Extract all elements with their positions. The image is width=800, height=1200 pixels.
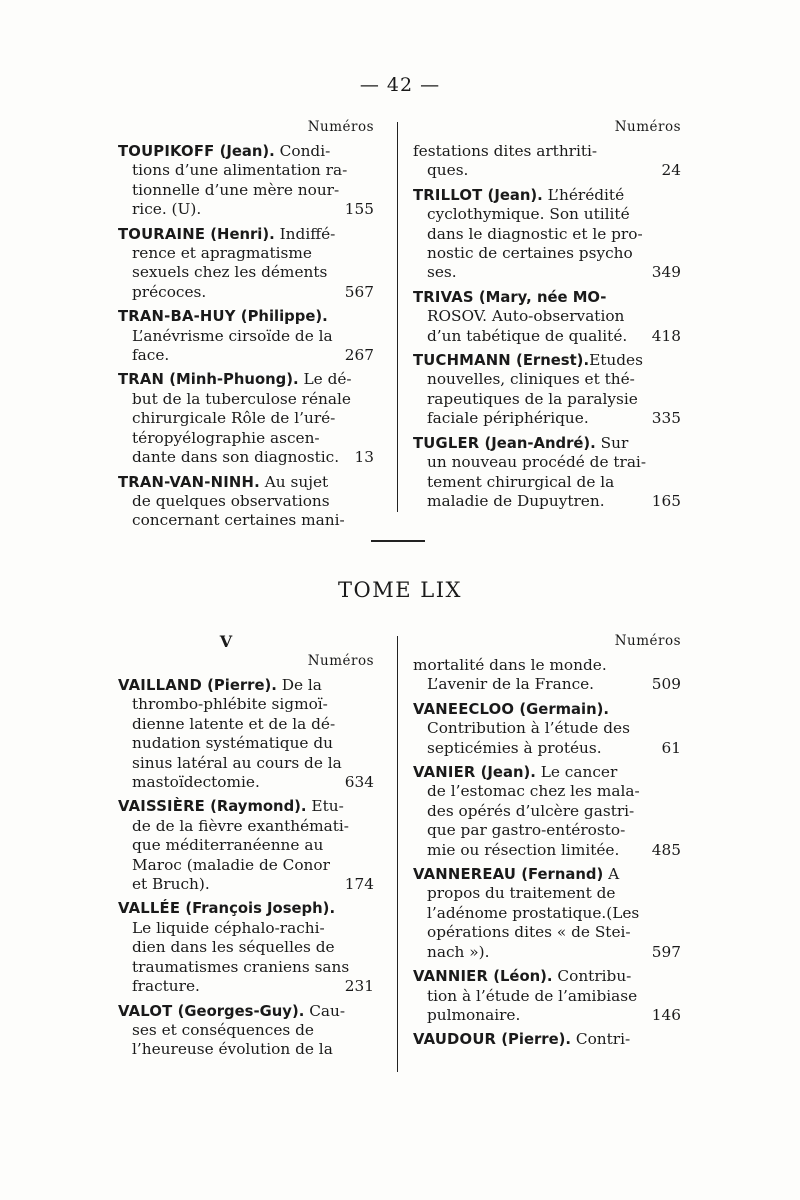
entry-text: tement chirurgical de la — [427, 472, 615, 491]
entry-text: L’avenir de la France. — [427, 675, 595, 694]
entry-number: 231 — [344, 977, 374, 996]
entry-text: Au sujet — [259, 472, 329, 491]
entry-line — [118, 473, 374, 492]
entry-line — [118, 1021, 374, 1040]
author-given-name: (Mary, née MO- — [473, 288, 607, 306]
entry-line — [118, 307, 374, 326]
index-column-bottom-right — [413, 632, 681, 1050]
numeros-header: Numéros — [307, 653, 374, 669]
entry-text: traumatismes craniens sans — [132, 957, 350, 976]
entry-line — [118, 817, 374, 836]
entry-line — [413, 865, 681, 884]
entry-line — [118, 1002, 374, 1021]
entry-text: que par gastro-entérosto- — [427, 821, 626, 840]
entry-line — [413, 987, 681, 1006]
entry-text: rence et apragmatisme — [132, 244, 312, 263]
entry-line — [413, 142, 681, 161]
index-entry — [413, 186, 681, 283]
entry-line — [118, 181, 374, 200]
entry-text: et Bruch). — [132, 875, 210, 894]
author-given-name: (Jean). — [475, 764, 536, 782]
entry-text: ses et conséquences de — [132, 1020, 314, 1039]
entry-text: que méditerranéenne au — [132, 836, 324, 855]
entry-line — [118, 263, 374, 282]
entry-line — [413, 719, 681, 738]
entry-line — [118, 958, 374, 977]
author-surname: TRIVAS — [413, 288, 474, 306]
entry-line — [413, 473, 681, 492]
entry-line — [413, 904, 681, 923]
index-entry — [118, 225, 374, 303]
section-separator — [371, 540, 425, 542]
author-given-name: (Henri). — [205, 225, 275, 243]
index-entry — [413, 763, 681, 860]
entry-text: précoces. — [132, 282, 207, 301]
entry-last-line — [413, 409, 681, 428]
author-surname: VAISSIÈRE — [118, 798, 205, 816]
entry-line — [118, 225, 374, 244]
entry-text: Maroc (maladie de Conor — [132, 855, 330, 874]
entry-text: Contri- — [571, 1030, 631, 1049]
column-divider-bottom — [397, 636, 398, 1072]
entry-text: L’hérédité — [542, 185, 625, 204]
author-surname: VALOT — [118, 1002, 173, 1020]
author-surname: TRAN-BA-HUY — [118, 308, 236, 326]
entry-text: nouvelles, cliniques et thé- — [427, 370, 635, 389]
entry-text: festations dites arthriti- — [413, 142, 598, 160]
author-surname: TUCHMANN — [413, 352, 511, 370]
entry-text: téropyélographie ascen- — [132, 428, 320, 447]
index-entry — [118, 473, 374, 531]
entry-last-line — [413, 739, 681, 758]
entry-line — [413, 225, 681, 244]
entry-line — [118, 938, 374, 957]
entry-text: Le liquide céphalo-rachi- — [132, 918, 325, 937]
author-given-name: (Philippe). — [235, 308, 328, 326]
entry-text: A — [603, 865, 620, 884]
entry-line — [413, 884, 681, 903]
author-given-name: (Ernest). — [510, 352, 590, 370]
entry-text: de quelques observations — [132, 491, 330, 510]
entry-text: tionnelle d’une mère nour- — [132, 180, 340, 199]
entry-line — [413, 782, 681, 801]
entry-text: propos du traitement de — [427, 884, 616, 903]
entry-text: tion à l’étude de l’amibiase — [427, 986, 638, 1005]
author-surname: TUGLER — [413, 434, 480, 452]
entry-text: mie ou résection limitée. — [427, 840, 620, 859]
entry-text: Le dé- — [298, 370, 352, 389]
author-given-name: (Germain). — [514, 700, 610, 718]
entry-line — [413, 656, 681, 675]
author-given-name: (Pierre). — [201, 677, 277, 694]
index-entry — [413, 967, 681, 1025]
entry-last-line — [118, 448, 374, 467]
entry-last-line — [118, 346, 374, 365]
entry-line — [413, 307, 681, 326]
entry-text: Etu- — [306, 797, 344, 816]
entry-number: 634 — [344, 773, 374, 792]
entry-text: septicémies à protéus. — [427, 738, 602, 757]
entry-text: dante dans son diagnostic. — [132, 448, 340, 467]
author-given-name: (Pierre). — [496, 1031, 572, 1049]
index-entry — [413, 142, 681, 181]
entry-text: dans le diagnostic et le pro- — [427, 224, 643, 243]
author-given-name: (Raymond). — [204, 798, 307, 816]
author-surname: VANNEREAU — [413, 866, 517, 884]
entry-last-line — [118, 200, 374, 219]
entry-number: 567 — [344, 282, 374, 301]
entry-text: but de la tuberculose rénale — [132, 389, 351, 408]
entry-text: L’anévrisme cirsoïde de la — [132, 326, 333, 345]
entry-line — [118, 715, 374, 734]
entry-line — [118, 856, 374, 875]
index-entry — [413, 865, 681, 962]
index-entry — [413, 434, 681, 512]
entry-line — [118, 370, 374, 389]
author-surname: VANIER — [413, 764, 476, 782]
entry-last-line — [413, 841, 681, 860]
entry-line — [413, 390, 681, 409]
entry-last-line — [413, 327, 681, 346]
entry-text: De la — [276, 676, 322, 694]
entry-last-line — [413, 492, 681, 511]
entry-line — [118, 161, 374, 180]
entry-number: 509 — [651, 675, 681, 694]
index-entry — [413, 1030, 681, 1049]
author-given-name: (Jean-André). — [479, 434, 596, 452]
index-entry — [413, 288, 681, 346]
entry-text: Le cancer — [535, 763, 618, 782]
entry-text: dien dans les séquelles de — [132, 938, 335, 957]
entry-number: 485 — [651, 840, 681, 859]
entry-number: 418 — [651, 326, 681, 345]
entry-text: Indiffé- — [274, 224, 336, 243]
entry-last-line — [118, 875, 374, 894]
entry-text: tions d’une alimentation ra- — [132, 161, 348, 180]
numeros-header: Numéros — [307, 119, 374, 135]
entry-line — [413, 370, 681, 389]
entry-text: mortalité dans le monde. — [413, 656, 607, 674]
entry-last-line — [413, 263, 681, 282]
entry-number: 146 — [651, 1005, 681, 1024]
author-given-name: (Léon). — [488, 968, 553, 986]
entry-text: Sur — [595, 433, 629, 452]
index-entry — [118, 1002, 374, 1060]
entry-text: chirurgicale Rôle de l’uré- — [132, 409, 336, 428]
entry-line — [118, 390, 374, 409]
entry-number: 24 — [661, 161, 681, 180]
entry-text: faciale périphérique. — [427, 409, 589, 428]
entry-text: cyclothymique. Son utilité — [427, 205, 630, 224]
entry-text: un nouveau procédé de trai- — [427, 453, 646, 472]
entry-number: 349 — [651, 263, 681, 282]
entry-number: 174 — [344, 875, 374, 894]
author-surname: VAILLAND — [118, 677, 202, 694]
entry-line — [118, 492, 374, 511]
entry-text: ses. — [427, 263, 457, 282]
entry-line — [413, 923, 681, 942]
numeros-header: Numéros — [614, 633, 681, 649]
entry-number: 13 — [354, 448, 374, 467]
entry-last-line — [413, 1006, 681, 1025]
entry-line — [413, 288, 681, 307]
entry-text: Condi- — [274, 142, 331, 160]
entry-number: 267 — [344, 346, 374, 365]
entry-number: 335 — [651, 409, 681, 428]
entry-text: d’un tabétique de qualité. — [427, 326, 628, 345]
index-column-top-left — [118, 118, 374, 531]
entry-text: l’heureuse évolution de la — [132, 1040, 333, 1059]
author-surname: TRILLOT — [413, 186, 483, 204]
entry-number: 155 — [344, 200, 374, 219]
author-surname: VALLÉE — [118, 900, 181, 918]
page-number: — 42 — — [359, 74, 441, 96]
entry-text: opérations dites « de Stei- — [427, 923, 631, 942]
author-surname: TOURAINE — [118, 225, 206, 243]
index-entry — [118, 797, 374, 894]
author-given-name: (Georges-Guy). — [172, 1002, 305, 1020]
index-column-bottom-left — [118, 632, 374, 1060]
entry-line — [413, 453, 681, 472]
entry-line — [118, 836, 374, 855]
entry-last-line — [413, 943, 681, 962]
entry-line — [413, 434, 681, 453]
entry-text: sexuels chez les déments — [132, 263, 328, 282]
entry-last-line — [413, 161, 681, 180]
entry-text: de de la fièvre exanthémati- — [132, 816, 349, 835]
index-column-top-right — [413, 118, 681, 511]
entry-line — [413, 967, 681, 986]
entry-text: concernant certaines mani- — [132, 511, 345, 530]
author-given-name: (Jean). — [214, 143, 275, 160]
entry-number: 597 — [651, 942, 681, 961]
entry-text: Contribution à l’étude des — [427, 719, 630, 738]
entry-line — [118, 695, 374, 714]
entry-line — [118, 919, 374, 938]
author-surname: TRAN — [118, 371, 165, 389]
entry-text: ques. — [427, 161, 469, 180]
entry-line — [118, 1040, 374, 1059]
author-surname: VANNIER — [413, 968, 489, 986]
author-given-name: (Minh-Phuong). — [164, 371, 299, 389]
author-given-name: (Jean). — [482, 186, 543, 204]
entry-last-line — [413, 675, 681, 694]
entry-text: de l’estomac chez les mala- — [427, 782, 640, 801]
numeros-header: Numéros — [614, 119, 681, 135]
entry-number: 165 — [651, 491, 681, 510]
index-entry — [118, 676, 374, 792]
entry-line — [413, 821, 681, 840]
index-entry — [413, 656, 681, 695]
entry-line — [118, 899, 374, 918]
entry-line — [413, 1030, 681, 1049]
entry-text: nach »). — [427, 942, 490, 961]
entry-text: nudation systématique du — [132, 734, 333, 753]
entry-line — [413, 186, 681, 205]
author-given-name: (François Joseph). — [180, 900, 336, 918]
index-entry — [118, 370, 374, 467]
index-entry — [118, 899, 374, 996]
entry-number: 61 — [661, 738, 681, 757]
entry-line — [118, 327, 374, 346]
entry-line — [118, 429, 374, 448]
author-surname: VANEECLOO — [413, 700, 515, 718]
entry-line — [118, 511, 374, 530]
entry-text: maladie de Dupuytren. — [427, 491, 605, 510]
author-given-name: (Fernand) — [516, 866, 604, 884]
entry-line — [118, 797, 374, 816]
entry-text: des opérés d’ulcère gastri- — [427, 801, 635, 820]
author-surname: VAUDOUR — [413, 1031, 497, 1049]
entry-text: pulmonaire. — [427, 1005, 521, 1024]
entry-text: Contribu- — [552, 967, 632, 986]
entry-line — [118, 244, 374, 263]
entry-last-line — [118, 773, 374, 792]
entry-line — [413, 700, 681, 719]
column-divider-top — [397, 122, 398, 512]
entry-text: thrombo-phlébite sigmoï- — [132, 695, 328, 714]
entry-line — [413, 763, 681, 782]
entry-line — [118, 734, 374, 753]
entry-line — [413, 244, 681, 263]
entry-line — [413, 802, 681, 821]
entry-text: Etudes — [589, 351, 643, 370]
entry-line — [118, 676, 374, 695]
entry-line — [413, 205, 681, 224]
author-surname: TOUPIKOFF — [118, 143, 215, 160]
tome-title: TOME LIX — [338, 578, 462, 602]
index-entry — [413, 700, 681, 758]
entry-text: rice. (U). — [132, 200, 202, 219]
section-letter: V — [219, 632, 233, 651]
entry-text: face. — [132, 346, 170, 365]
entry-text: ROSOV. Auto-observation — [427, 307, 625, 326]
entry-line — [118, 754, 374, 773]
entry-last-line — [118, 283, 374, 302]
index-entry — [118, 307, 374, 365]
entry-text: rapeutiques de la paralysie — [427, 389, 638, 408]
entry-text: mastoïdectomie. — [132, 773, 260, 792]
entry-text: sinus latéral au cours de la — [132, 753, 342, 772]
index-entry — [413, 351, 681, 429]
entry-line — [118, 142, 374, 161]
index-entry — [118, 142, 374, 220]
entry-line — [118, 409, 374, 428]
entry-text: l’adénome prostatique.(Les — [427, 903, 640, 922]
entry-line — [413, 351, 681, 370]
author-surname: TRAN-VAN-NINH. — [118, 473, 260, 491]
entry-text: dienne latente et de la dé- — [132, 714, 336, 733]
entry-text: nostic de certaines psycho — [427, 244, 633, 263]
entry-text: fracture. — [132, 977, 200, 996]
entry-text: Cau- — [304, 1001, 346, 1020]
entry-last-line — [118, 977, 374, 996]
